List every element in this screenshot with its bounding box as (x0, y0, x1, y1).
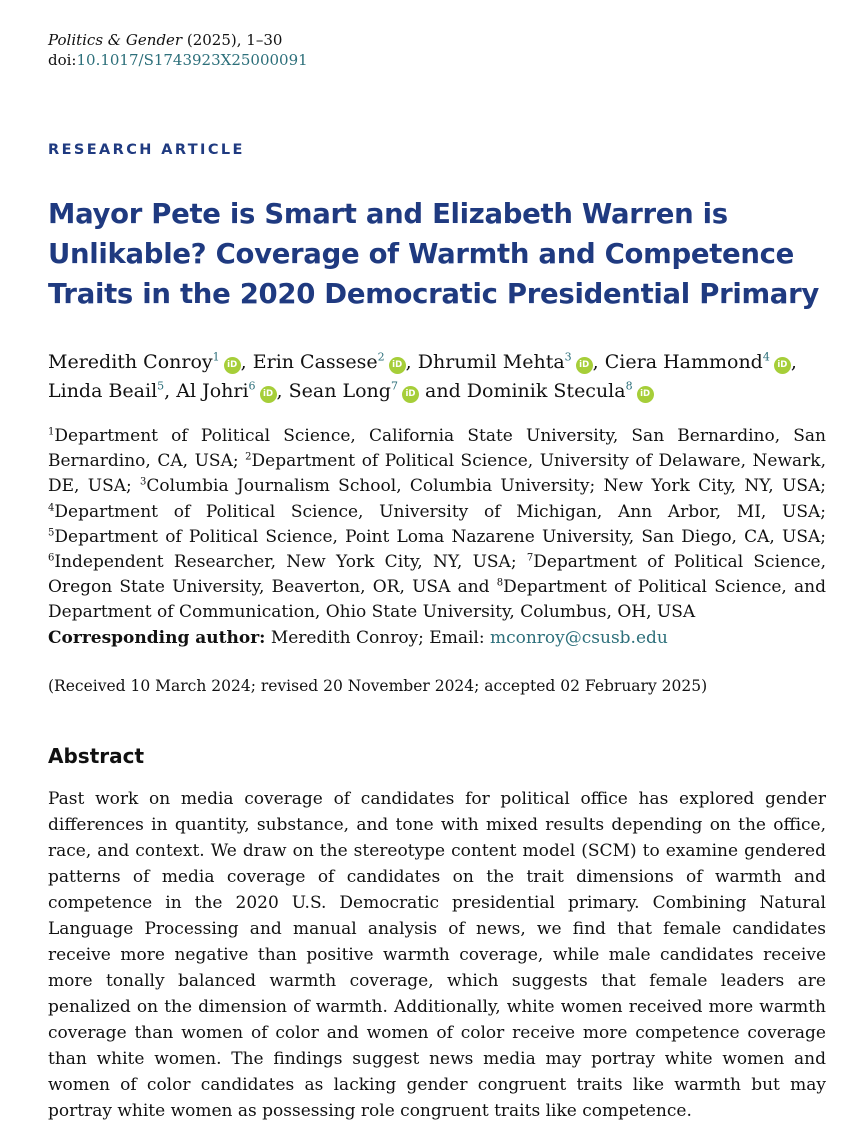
author-list (48, 348, 826, 406)
author-name: Dominik Stecula (466, 380, 626, 402)
abstract-text: Past work on media coverage of candidates for political office has explored gender differences in quantity, substance, and tone with mixed results depending on the office, race, and context. We draw on the stereotype content model (SCM) to examine gendered patterns of media coverage of candidates on the trait dimensions of warmth and competence in the 2020 U.S. Democratic presidential primary. Combining Natural Language Processing and manual analysis of news, we find that female candidates receive more negative than positive warmth coverage, while male candidates receive more tonally balanced warmth coverage, which suggests that female leaders are penalized on the dimension of warmth. Additionally, white women received more warmth coverage than women of color and women of color receive more competence coverage than white women. The findings suggest news media may portray white women and women of color candidates as lacking gender congruent traits like warmth but may portray white women as possessing role congruent traits like competence. (48, 789, 826, 1121)
section-label: RESEARCH ARTICLE (48, 142, 245, 158)
affil-number: 5 (48, 527, 55, 539)
affiliations (48, 424, 826, 651)
author (467, 380, 654, 402)
author-name: Meredith Conroy (48, 351, 213, 373)
author-affil-number[interactable]: 3 (564, 350, 572, 364)
corresponding-author-label: Corresponding author: (48, 627, 266, 648)
journal-name: Politics & Gender (48, 31, 183, 49)
author-separator: , (592, 351, 605, 373)
doi-link[interactable]: 10.1017/S1743923X25000091 (76, 51, 308, 69)
author (289, 380, 419, 402)
orcid-icon[interactable]: iD (389, 357, 406, 374)
author-affil-number[interactable]: 8 (625, 379, 633, 393)
affil-text: Department of Political Science, University of Michigan, Ann Arbor, MI, USA; (54, 501, 826, 522)
author (48, 380, 164, 402)
orcid-icon[interactable]: iD (402, 386, 419, 403)
affil-text: Department of Political Science, Oregon State University, Beaverton, OR, USA and (48, 552, 826, 598)
affil-number: 6 (48, 552, 55, 564)
author-affil-number[interactable]: 4 (762, 350, 770, 364)
affil-text: Department of Political Science, and Department of Communication, Ohio State University, Columbus, OH, USA (48, 577, 826, 623)
affil-text: Department of Political Science, Point Loma Nazarene University, San Diego, CA, USA; (54, 526, 826, 547)
journal-citation (48, 30, 282, 50)
affil-text: Department of Political Science, University of Delaware, Newark, DE, USA; (48, 451, 826, 497)
author (418, 351, 593, 373)
doi-line (48, 50, 308, 70)
affil-number: 7 (526, 552, 534, 564)
affil-number: 2 (245, 451, 252, 463)
author-name: Ciera Hammond (604, 351, 763, 373)
affil-number: 1 (48, 426, 55, 438)
email-link[interactable]: mconroy@csusb.edu (489, 627, 668, 648)
affil-number: 4 (48, 501, 55, 513)
corresponding-author-text: Meredith Conroy; Email: (265, 627, 490, 648)
author-name: Erin Cassese (252, 351, 378, 373)
orcid-icon[interactable]: iD (260, 386, 277, 403)
journal-year-pages: (2025), 1–30 (182, 31, 283, 49)
author-name: Al Johri (176, 380, 249, 402)
author-separator: , (790, 351, 797, 373)
author-affil-number[interactable]: 5 (157, 379, 165, 393)
affil-text: Department of Political Science, California State University, San Bernardino, San Bernardino, CA, USA; (48, 426, 826, 472)
orcid-icon[interactable]: iD (774, 357, 791, 374)
author-separator: and (418, 380, 467, 402)
author-affil-number[interactable]: 2 (377, 350, 385, 364)
author-affil-number[interactable]: 6 (248, 379, 256, 393)
author-affil-number[interactable]: 7 (390, 379, 398, 393)
affil-number: 8 (496, 577, 504, 589)
orcid-icon[interactable]: iD (576, 357, 593, 374)
received-dates: (Received 10 March 2024; revised 20 November 2024; accepted 02 February 2025) (48, 677, 708, 695)
author-name: Sean Long (288, 380, 391, 402)
author-name: Linda Beail (48, 380, 158, 402)
affil-text: Columbia Journalism School, Columbia University; New York City, NY, USA; (146, 476, 826, 497)
author-name: Dhrumil Mehta (417, 351, 565, 373)
affil-number: 3 (140, 476, 147, 488)
author-separator: , (405, 351, 418, 373)
author (253, 351, 406, 373)
author (176, 380, 276, 402)
author-separator: , (164, 380, 177, 402)
author-separator: , (276, 380, 289, 402)
author-affil-number[interactable]: 1 (212, 350, 220, 364)
author (605, 351, 791, 373)
affil-text: Independent Researcher, New York City, NY, USA; (54, 552, 527, 573)
article-title: Mayor Pete is Smart and Elizabeth Warren is Unlikable? Coverage of Warmth and Competence Traits in the 2020 Democratic Presidential Primary (48, 198, 819, 310)
orcid-icon[interactable]: iD (637, 386, 654, 403)
doi-prefix: doi: (48, 51, 77, 69)
orcid-icon[interactable]: iD (224, 357, 241, 374)
author (48, 351, 241, 373)
abstract-heading: Abstract (48, 744, 145, 768)
author-separator: , (240, 351, 253, 373)
